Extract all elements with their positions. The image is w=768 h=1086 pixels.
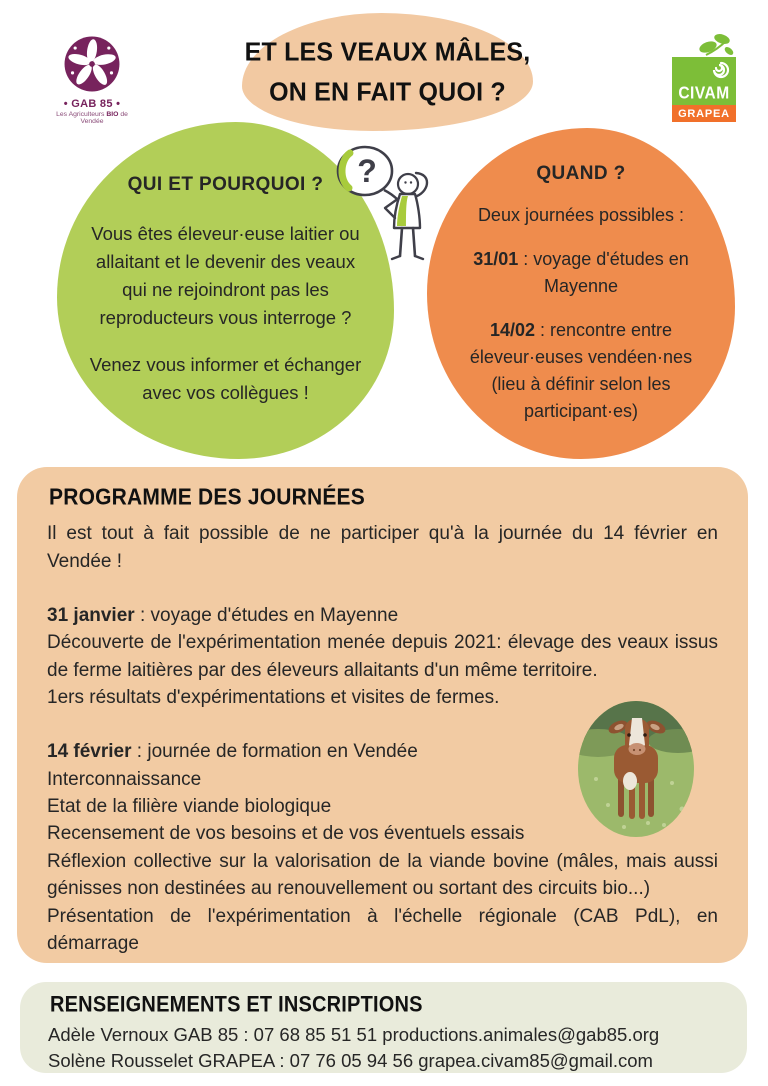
gab85-label: • GAB 85 • bbox=[63, 98, 121, 110]
programme-day2-detail-4: Réflexion collective sur la valorisation de la viande bovine (mâles, mais aussi génisses non destinées au renouvellement ou sortant des circuits bio...) bbox=[47, 850, 718, 900]
civam-grapea-logo bbox=[666, 31, 742, 122]
when-date-2: 14/02 : rencontre entre éleveur·euses vendéen·nes (lieu à définir selon les participant·es) bbox=[469, 319, 693, 421]
contact-line-1: Adèle Vernoux GAB 85 : 07 68 85 51 51 productions.animales@gab85.org bbox=[48, 1024, 660, 1045]
when-heading: QUAND ? bbox=[536, 162, 626, 184]
civam-spiral-icon bbox=[710, 59, 732, 86]
who-and-why-paragraph-2: Venez vous informer et échanger avec vos collègues ! bbox=[89, 354, 362, 403]
when-intro: Deux journées possibles : bbox=[477, 204, 685, 225]
programme-day2-detail-2: Etat de la filière viande biologique bbox=[47, 796, 332, 818]
flyer-title-line2: ON EN FAIT QUOI ? bbox=[269, 76, 506, 106]
who-and-why-heading: QUI ET POURQUOI ? bbox=[127, 174, 324, 196]
programme-day1-detail-2: 1ers résultats d'expérimentations et visites de fermes. bbox=[47, 687, 500, 709]
grapea-bar bbox=[672, 105, 736, 122]
contact-heading: RENSEIGNEMENTS ET INSCRIPTIONS bbox=[50, 992, 423, 1018]
when-blob bbox=[427, 128, 735, 459]
thinking-person-illustration bbox=[334, 144, 442, 274]
flyer-title-line1: ET LES VEAUX MÂLES, bbox=[244, 36, 531, 67]
programme-day1-detail-1: Découverte de l'expérimentation menée depuis 2021: élevage des veaux issus de ferme laitières par des éleveurs allaitants d'un même territoire. bbox=[47, 632, 718, 681]
gab85-tagline: Les Agriculteurs BIO de Vendée bbox=[56, 111, 128, 125]
civam-square bbox=[672, 57, 736, 105]
flyer-title bbox=[245, 33, 531, 112]
programme-day2-detail-5: Présentation de l'expérimentation à l'échelle régionale (CAB PdL), en démarrage bbox=[47, 905, 718, 954]
programme-heading: PROGRAMME DES JOURNÉES bbox=[49, 484, 365, 511]
svg-text:?: ? bbox=[357, 153, 377, 189]
programme-section bbox=[17, 467, 748, 963]
when-date-1: 31/01 : voyage d'études en Mayenne bbox=[473, 248, 689, 296]
who-and-why-paragraph-1: Vous êtes éleveur·euse laitier ou allaitant et le devenir des veaux qui ne rejoindront pas les reproducteurs vous interroge ? bbox=[91, 223, 360, 328]
programme-day2-detail-3: Recensement de vos besoins et de vos éventuels essais bbox=[47, 823, 525, 845]
programme-day1-title: 31 janvier : voyage d'études en Mayenne bbox=[47, 604, 399, 626]
calf-photo bbox=[578, 701, 694, 837]
programme-intro: Il est tout à fait possible de ne participer qu'à la journée du 14 février en Vendée ! bbox=[47, 523, 718, 572]
grapea-wordmark: GRAPEA bbox=[678, 107, 730, 120]
programme-day2-detail-1: Interconnaissance bbox=[47, 768, 202, 790]
contact-section bbox=[20, 982, 747, 1073]
civam-wordmark: CIVAM bbox=[678, 83, 730, 104]
flyer-title-blob bbox=[242, 13, 533, 131]
programme-day2-title: 14 février : journée de formation en Vendée bbox=[47, 741, 418, 763]
gab85-flower-icon bbox=[44, 33, 140, 95]
contact-line-2: Solène Rousselet GRAPEA : 07 76 05 94 56 grapea.civam85@gmail.com bbox=[48, 1049, 653, 1071]
civam-leaves-icon bbox=[666, 31, 742, 57]
gab85-logo bbox=[44, 33, 140, 125]
